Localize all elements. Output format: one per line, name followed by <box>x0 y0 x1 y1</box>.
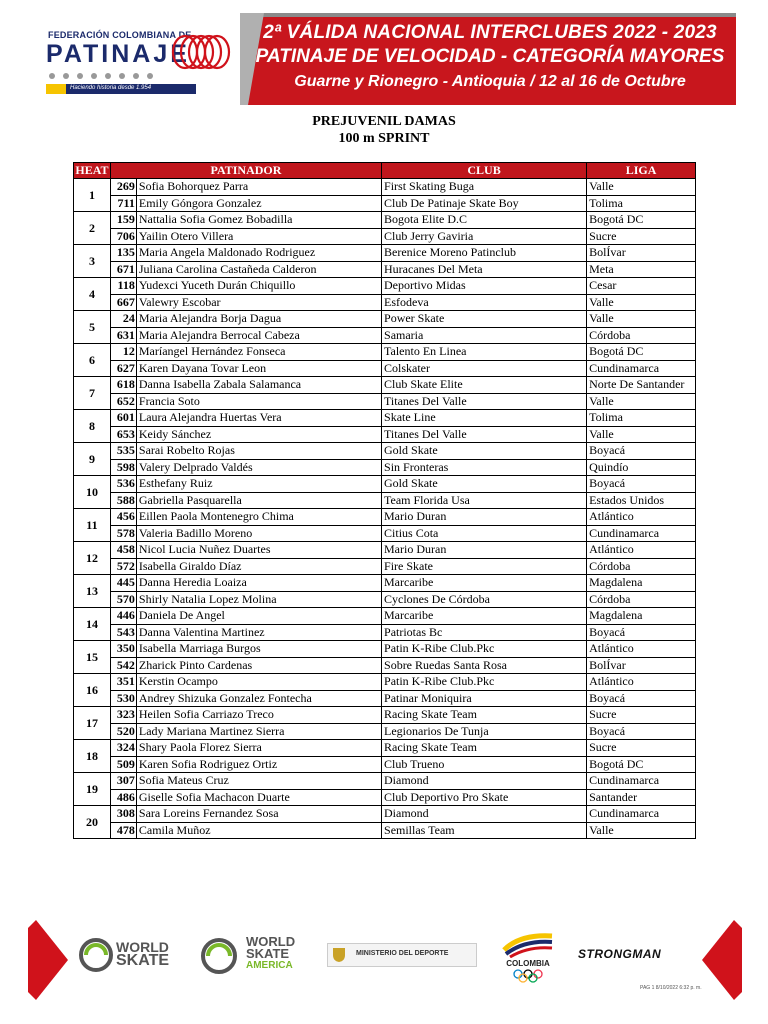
skater-name: Nattalia Sofia Gomez Bobadilla <box>136 212 381 229</box>
liga-name: Valle <box>587 393 696 410</box>
club-name: Skate Line <box>382 410 587 427</box>
world-skate-america-logo-icon <box>200 937 238 975</box>
left-red-chevron-icon <box>28 920 68 1000</box>
skater-name: Maria Alejandra Borja Dagua <box>136 311 381 328</box>
skater-number: 509 <box>110 756 136 773</box>
skater-name: Emily Góngora Gonzalez <box>136 195 381 212</box>
skater-name: Danna Isabella Zabala Salamanca <box>136 377 381 394</box>
skater-name: Laura Alejandra Huertas Vera <box>136 410 381 427</box>
heat-number: 3 <box>74 245 111 278</box>
skater-number: 671 <box>110 261 136 278</box>
table-row <box>74 327 696 344</box>
heats-table <box>73 162 696 839</box>
club-name: Titanes Del Valle <box>382 393 587 410</box>
skater-number: 588 <box>110 492 136 509</box>
ministerio-text: MINISTERIO DEL DEPORTE <box>356 950 449 957</box>
strongman-logo: STRONGMAN <box>578 947 662 961</box>
table-row <box>74 377 696 394</box>
liga-name: Magdalena <box>587 575 696 592</box>
liga-name: Córdoba <box>587 591 696 608</box>
liga-name: Boyacá <box>587 443 696 460</box>
skater-number: 572 <box>110 558 136 575</box>
skater-name: Maríangel Hernández Fonseca <box>136 344 381 361</box>
banner-text <box>250 20 730 94</box>
banner-line-2: PATINAJE DE VELOCIDAD - CATEGORÍA MAYORES <box>255 46 725 67</box>
skater-number: 618 <box>110 377 136 394</box>
liga-name: Bogotá DC <box>587 212 696 229</box>
skater-name: Camila Muñoz <box>136 822 381 839</box>
heat-number: 6 <box>74 344 111 377</box>
skater-name: Shary Paola Florez Sierra <box>136 740 381 757</box>
club-name: Team Florida Usa <box>382 492 587 509</box>
heat-number: 13 <box>74 575 111 608</box>
skater-number: 308 <box>110 806 136 823</box>
club-name: Cyclones De Córdoba <box>382 591 587 608</box>
federation-name: PATINAJE <box>46 40 190 68</box>
skater-name: Karen Sofia Rodriguez Ortiz <box>136 756 381 773</box>
world-skate-logo-icon <box>78 937 114 973</box>
table-row <box>74 542 696 559</box>
table-row <box>74 822 696 839</box>
skater-name: Sofia Mateus Cruz <box>136 773 381 790</box>
table-row <box>74 806 696 823</box>
table-body <box>74 179 696 839</box>
skater-number: 601 <box>110 410 136 427</box>
club-name: Esfodeva <box>382 294 587 311</box>
liga-name: Boyacá <box>587 624 696 641</box>
skater-number: 307 <box>110 773 136 790</box>
club-name: Fire Skate <box>382 558 587 575</box>
skater-number: 12 <box>110 344 136 361</box>
page-title <box>0 113 768 147</box>
table-row <box>74 591 696 608</box>
heat-number: 4 <box>74 278 111 311</box>
banner-line-1: 2ª VÁLIDA NACIONAL INTERCLUBES 2022 - 2023 <box>263 22 717 43</box>
liga-name: Quindío <box>587 459 696 476</box>
skater-name: Zharick Pinto Cardenas <box>136 657 381 674</box>
liga-name: Atlántico <box>587 641 696 658</box>
skater-number: 458 <box>110 542 136 559</box>
heat-number: 20 <box>74 806 111 839</box>
club-name: Club Jerry Gaviria <box>382 228 587 245</box>
skater-name: Yudexci Yuceth Durán Chiquillo <box>136 278 381 295</box>
page-footer <box>0 915 768 1024</box>
club-name: Gold Skate <box>382 443 587 460</box>
table-row <box>74 624 696 641</box>
liga-name: Cundinamarca <box>587 360 696 377</box>
table-row <box>74 410 696 427</box>
liga-name: Valle <box>587 426 696 443</box>
skater-name: Heilen Sofia Carriazo Treco <box>136 707 381 724</box>
liga-name: Magdalena <box>587 608 696 625</box>
skater-number: 24 <box>110 311 136 328</box>
club-name: Mario Duran <box>382 542 587 559</box>
skater-name: Danna Valentina Martinez <box>136 624 381 641</box>
skater-name: Valewry Escobar <box>136 294 381 311</box>
skater-name: Sofia Bohorquez Parra <box>136 179 381 196</box>
heat-number: 19 <box>74 773 111 806</box>
club-name: Bogota Elite D.C <box>382 212 587 229</box>
liga-name: Cesar <box>587 278 696 295</box>
heat-number: 14 <box>74 608 111 641</box>
club-name: Mario Duran <box>382 509 587 526</box>
liga-name: Estados Unidos <box>587 492 696 509</box>
ministerio-logo <box>327 943 477 967</box>
world-skate-text <box>116 940 169 968</box>
liga-name: Bogotá DC <box>587 344 696 361</box>
table-row <box>74 641 696 658</box>
skater-number: 535 <box>110 443 136 460</box>
skater-name: Maria Alejandra Berrocal Cabeza <box>136 327 381 344</box>
skater-number: 445 <box>110 575 136 592</box>
skater-name: Valeria Badillo Moreno <box>136 525 381 542</box>
skater-name: Danna Heredia Loaiza <box>136 575 381 592</box>
table-row <box>74 723 696 740</box>
table-row <box>74 657 696 674</box>
table-row <box>74 789 696 806</box>
right-red-chevron-icon <box>702 920 742 1000</box>
heat-number: 18 <box>74 740 111 773</box>
skater-number: 578 <box>110 525 136 542</box>
table-row <box>74 756 696 773</box>
header-heat: HEAT <box>75 163 109 177</box>
skater-name: Nicol Lucia Nuñez Duartes <box>136 542 381 559</box>
wsa-bottom: AMERICA <box>246 960 293 971</box>
table-row <box>74 245 696 262</box>
club-name: Patin K-Ribe Club.Pkc <box>382 674 587 691</box>
table-row <box>74 707 696 724</box>
skater-name: Esthefany Ruiz <box>136 476 381 493</box>
club-name: Club Deportivo Pro Skate <box>382 789 587 806</box>
table-row <box>74 278 696 295</box>
skater-name: Francia Soto <box>136 393 381 410</box>
skater-number: 631 <box>110 327 136 344</box>
club-name: Patin K-Ribe Club.Pkc <box>382 641 587 658</box>
skater-number: 543 <box>110 624 136 641</box>
skater-number: 542 <box>110 657 136 674</box>
heat-number: 8 <box>74 410 111 443</box>
club-name: Racing Skate Team <box>382 740 587 757</box>
liga-name: Atlántico <box>587 509 696 526</box>
liga-name: Meta <box>587 261 696 278</box>
skater-number: 350 <box>110 641 136 658</box>
skater-number: 711 <box>110 195 136 212</box>
liga-name: Bogotá DC <box>587 756 696 773</box>
table-row <box>74 426 696 443</box>
liga-name: Valle <box>587 311 696 328</box>
club-name: Semillas Team <box>382 822 587 839</box>
skater-number: 627 <box>110 360 136 377</box>
table-row <box>74 179 696 196</box>
club-name: Citius Cota <box>382 525 587 542</box>
club-name: First Skating Buga <box>382 179 587 196</box>
skater-name: Eillen Paola Montenegro Chima <box>136 509 381 526</box>
liga-name: Cundinamarca <box>587 525 696 542</box>
skater-number: 351 <box>110 674 136 691</box>
skater-number: 530 <box>110 690 136 707</box>
skater-number: 446 <box>110 608 136 625</box>
liga-name: Valle <box>587 179 696 196</box>
federation-tagline: Haciendo historia desde 1.954 <box>70 85 152 91</box>
table-row <box>74 509 696 526</box>
club-name: Diamond <box>382 806 587 823</box>
table-row <box>74 261 696 278</box>
club-name: Racing Skate Team <box>382 707 587 724</box>
club-name: Club De Patinaje Skate Boy <box>382 195 587 212</box>
liga-name: Cundinamarca <box>587 773 696 790</box>
table-row <box>74 311 696 328</box>
table-row <box>74 228 696 245</box>
colombia-brand-icon <box>500 930 556 958</box>
skater-number: 653 <box>110 426 136 443</box>
heat-number: 1 <box>74 179 111 212</box>
heat-number: 5 <box>74 311 111 344</box>
liga-name: Sucre <box>587 740 696 757</box>
liga-name: Santander <box>587 789 696 806</box>
page-note: PAG 1 8/10/2022 6:32 p. m. <box>640 985 702 991</box>
world-skate-bottom: SKATE <box>116 952 170 969</box>
club-name: Colskater <box>382 360 587 377</box>
world-skate-america-text <box>246 936 295 972</box>
heat-number: 7 <box>74 377 111 410</box>
skater-number: 456 <box>110 509 136 526</box>
skater-number: 667 <box>110 294 136 311</box>
liga-name: Tolima <box>587 410 696 427</box>
club-name: Titanes Del Valle <box>382 426 587 443</box>
liga-name: Atlántico <box>587 542 696 559</box>
table-row <box>74 492 696 509</box>
skater-name: Maria Angela Maldonado Rodriguez <box>136 245 381 262</box>
heat-number: 12 <box>74 542 111 575</box>
skater-name: Isabella Giraldo Díaz <box>136 558 381 575</box>
header-club: CLUB <box>382 163 587 179</box>
liga-name: Sucre <box>587 228 696 245</box>
liga-name: BolÍvar <box>587 657 696 674</box>
club-name: Marcaribe <box>382 608 587 625</box>
club-name: Gold Skate <box>382 476 587 493</box>
skater-name: Juliana Carolina Castañeda Calderon <box>136 261 381 278</box>
table-row <box>74 360 696 377</box>
liga-name: Atlántico <box>587 674 696 691</box>
table-row <box>74 195 696 212</box>
skater-number: 324 <box>110 740 136 757</box>
club-name: Sobre Ruedas Santa Rosa <box>382 657 587 674</box>
skater-number: 486 <box>110 789 136 806</box>
liga-name: Córdoba <box>587 327 696 344</box>
heat-number: 2 <box>74 212 111 245</box>
category-title: PREJUVENIL DAMAS <box>312 114 456 129</box>
heat-number: 9 <box>74 443 111 476</box>
liga-name: Boyacá <box>587 723 696 740</box>
table-row <box>74 294 696 311</box>
banner-line-3: Guarne y Rionegro - Antioquia / 12 al 16 de Octubre <box>294 73 686 90</box>
skater-name: Isabella Marriaga Burgos <box>136 641 381 658</box>
liga-name: Tolima <box>587 195 696 212</box>
skater-name: Keidy Sánchez <box>136 426 381 443</box>
liga-name: Sucre <box>587 707 696 724</box>
skater-number: 135 <box>110 245 136 262</box>
skater-number: 323 <box>110 707 136 724</box>
table-row <box>74 558 696 575</box>
skaters-icon <box>46 72 196 82</box>
skater-name: Shirly Natalia Lopez Molina <box>136 591 381 608</box>
club-name: Huracanes Del Meta <box>382 261 587 278</box>
skater-name: Gabriella Pasquarella <box>136 492 381 509</box>
club-name: Legionarios De Tunja <box>382 723 587 740</box>
heat-number: 11 <box>74 509 111 542</box>
skater-number: 652 <box>110 393 136 410</box>
heat-number: 10 <box>74 476 111 509</box>
table-row <box>74 740 696 757</box>
rings-icon <box>165 32 235 72</box>
event-title: 100 m SPRINT <box>338 131 430 146</box>
heat-number: 17 <box>74 707 111 740</box>
header-liga: LIGA <box>587 163 696 179</box>
skater-name: Lady Mariana Martinez Sierra <box>136 723 381 740</box>
skater-name: Andrey Shizuka Gonzalez Fontecha <box>136 690 381 707</box>
table-row <box>74 393 696 410</box>
skater-number: 118 <box>110 278 136 295</box>
skater-name: Valery Delprado Valdés <box>136 459 381 476</box>
table-row <box>74 525 696 542</box>
heat-number: 15 <box>74 641 111 674</box>
skater-number: 159 <box>110 212 136 229</box>
club-name: Patinar Moniquira <box>382 690 587 707</box>
skater-name: Daniela De Angel <box>136 608 381 625</box>
liga-name: Boyacá <box>587 476 696 493</box>
table-row <box>74 608 696 625</box>
skater-name: Sarai Robelto Rojas <box>136 443 381 460</box>
table-row <box>74 690 696 707</box>
club-name: Talento En Linea <box>382 344 587 361</box>
club-name: Club Trueno <box>382 756 587 773</box>
colombia-text: COLOMBIA <box>506 959 550 968</box>
club-name: Samaria <box>382 327 587 344</box>
liga-name: Valle <box>587 822 696 839</box>
table-row <box>74 575 696 592</box>
table-row <box>74 344 696 361</box>
table-row <box>74 443 696 460</box>
skater-number: 570 <box>110 591 136 608</box>
club-name: Diamond <box>382 773 587 790</box>
skater-name: Karen Dayana Tovar Leon <box>136 360 381 377</box>
skater-name: Giselle Sofia Machacon Duarte <box>136 789 381 806</box>
skater-number: 478 <box>110 822 136 839</box>
club-name: Deportivo Midas <box>382 278 587 295</box>
skater-name: Sara Loreins Fernandez Sosa <box>136 806 381 823</box>
coat-of-arms-icon <box>332 947 346 963</box>
skater-name: Yailin Otero Villera <box>136 228 381 245</box>
club-name: Patriotas Bc <box>382 624 587 641</box>
liga-name: Norte De Santander <box>587 377 696 394</box>
wsa-top: WORLD <box>246 934 296 949</box>
table-row <box>74 459 696 476</box>
skater-number: 520 <box>110 723 136 740</box>
table-row <box>74 476 696 493</box>
skater-number: 269 <box>110 179 136 196</box>
olympic-rings-icon <box>512 969 544 983</box>
club-name: Club Skate Elite <box>382 377 587 394</box>
liga-name: Valle <box>587 294 696 311</box>
federation-top-text: FEDERACIÓN COLOMBIANA DE <box>48 30 192 40</box>
liga-name: Boyacá <box>587 690 696 707</box>
liga-name: Córdoba <box>587 558 696 575</box>
skater-number: 536 <box>110 476 136 493</box>
header-patinador: PATINADOR <box>110 163 381 179</box>
club-name: Sin Fronteras <box>382 459 587 476</box>
table-header-row <box>74 163 696 179</box>
heat-number: 16 <box>74 674 111 707</box>
club-name: Marcaribe <box>382 575 587 592</box>
skater-name: Kerstin Ocampo <box>136 674 381 691</box>
table-row <box>74 212 696 229</box>
wsa-mid: SKATE <box>246 946 290 961</box>
skater-number: 706 <box>110 228 136 245</box>
liga-name: BolÍvar <box>587 245 696 262</box>
skater-number: 598 <box>110 459 136 476</box>
page-header <box>0 0 768 110</box>
liga-name: Cundinamarca <box>587 806 696 823</box>
world-skate-top: WORLD <box>116 939 169 955</box>
table-row <box>74 773 696 790</box>
federation-logo <box>40 28 240 98</box>
table-row <box>74 674 696 691</box>
club-name: Power Skate <box>382 311 587 328</box>
club-name: Berenice Moreno Patinclub <box>382 245 587 262</box>
